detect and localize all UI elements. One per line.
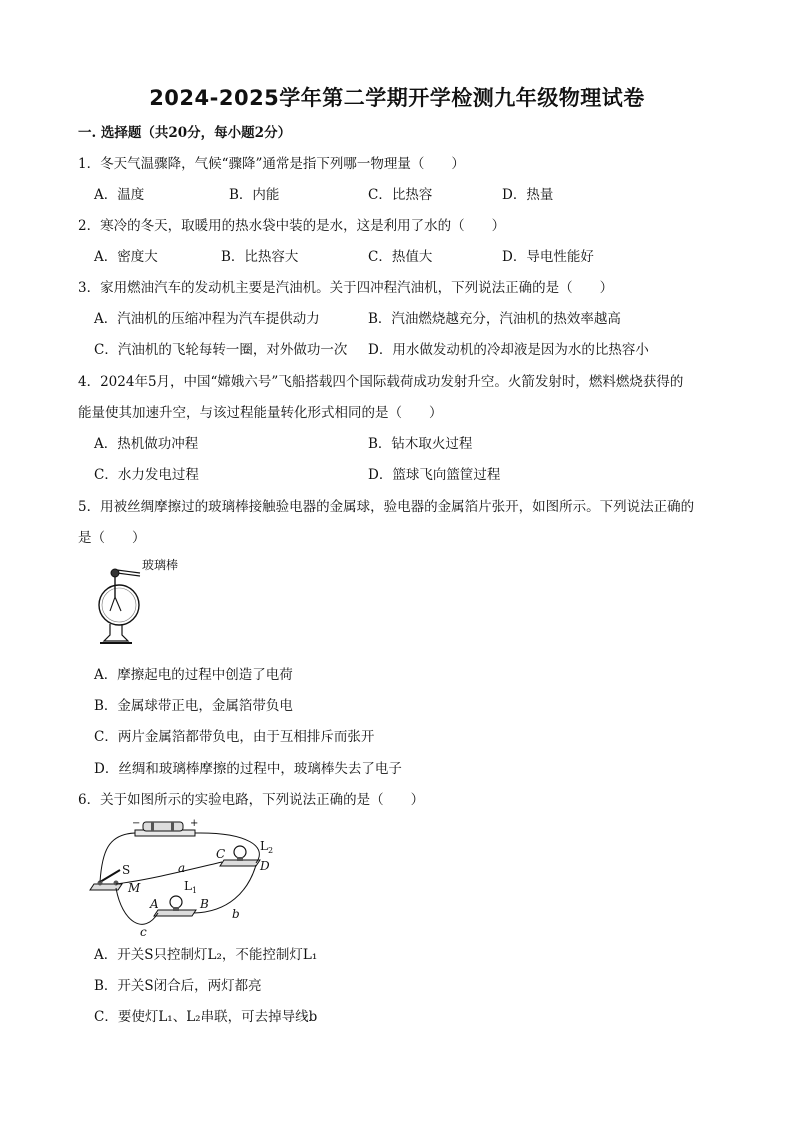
question-1-stem: 1．冬天气温骤降，气候“骤降”通常是指下列哪一物理量（ ）: [78, 156, 465, 172]
q4-option-a: A．热机做功冲程: [94, 436, 199, 452]
wire-label-a: a: [178, 861, 186, 875]
q5-option-d: D．丝绸和玻璃棒摩擦的过程中，玻璃棒失去了电子: [94, 761, 402, 777]
wire-battery-d: [195, 833, 259, 863]
lamp-l2-label: L: [260, 839, 268, 853]
question-2-stem: 2．寒冷的冬天，取暖用的热水袋中装的是水，这是利用了水的（ ）: [78, 218, 506, 234]
q4-option-c: C．水力发电过程: [94, 467, 199, 483]
terminal-label-d: D: [260, 859, 270, 873]
terminal-label-m: M: [128, 881, 141, 895]
q1-option-b: B．内能: [229, 187, 280, 203]
switch-label-s: S: [122, 863, 131, 877]
lamp-l1-sub: 1: [192, 886, 198, 895]
q1-option-a: A．温度: [94, 187, 145, 203]
wire-label-c: c: [140, 925, 147, 939]
q3-option-b: B．汽油燃烧越充分，汽油机的热效率越高: [368, 311, 621, 327]
question-6-stem: 6．关于如图所示的实验电路，下列说法正确的是（ ）: [78, 792, 425, 808]
battery-icon: [143, 822, 183, 831]
q5-option-b: B．金属球带正电，金属箔带负电: [94, 698, 293, 714]
q4-option-b: B．钻木取火过程: [368, 436, 473, 452]
q3-option-c: C．汽油机的飞轮每转一圈，对外做功一次: [94, 342, 348, 358]
metal-ball: [111, 569, 119, 577]
exam-title: 2024-2025学年第二学期开学检测九年级物理试卷: [149, 86, 645, 110]
section-heading: 一. 选择题（共20分，每小题2分）: [78, 125, 292, 141]
lamp-l1-icon: [170, 896, 182, 908]
circuit-figure: [88, 812, 298, 940]
terminal-label-b: B: [200, 897, 209, 911]
q5-option-a: A．摩擦起电的过程中创造了电荷: [94, 667, 293, 683]
q6-option-c: C．要使灯L₁、L₂串联，可去掉导线b: [94, 1009, 318, 1025]
q6-option-a: A．开关S只控制灯L₂，不能控制灯L₁: [94, 947, 318, 963]
lamp-l2-sub: 2: [268, 846, 274, 855]
terminal-label-c: C: [216, 847, 226, 861]
q1-option-c: C．比热容: [368, 187, 433, 203]
q2-option-a: A．密度大: [94, 249, 158, 265]
question-4-stem: 4．2024年5月，中国“嫦娥六号”飞船搭载四个国际载荷成功发射升空。火箭发射时，燃料燃烧获得的: [78, 374, 684, 390]
question-3-stem: 3．家用燃油汽车的发动机主要是汽油机。关于四冲程汽油机，下列说法正确的是（ ）: [78, 280, 614, 296]
electroscope-figure: [88, 555, 198, 660]
metal-leaf-right: [115, 597, 121, 611]
lamp-l1-label: L: [184, 879, 192, 893]
question-5-stem-cont: 是（ ）: [78, 530, 146, 546]
battery-minus-label: −: [132, 818, 141, 829]
q3-option-a: A．汽油机的压缩冲程为汽车提供动力: [94, 311, 320, 327]
glass-rod-label: 玻璃棒: [142, 558, 179, 572]
question-5-stem: 5．用被丝绸摩擦过的玻璃棒接触验电器的金属球，验电器的金属箔片张开，如图所示。下列说法正确的: [78, 499, 695, 515]
q2-option-b: B．比热容大: [221, 249, 299, 265]
terminal-label-a: A: [150, 897, 159, 911]
metal-leaf-left: [110, 597, 115, 611]
glass-rod: [117, 570, 140, 573]
q1-option-d: D．热量: [502, 187, 554, 203]
q5-option-c: C．两片金属箔都带负电，由于互相排斥而张开: [94, 729, 375, 745]
stand: [104, 624, 128, 641]
wire-label-b: b: [232, 907, 240, 921]
q2-option-c: C．热值大: [368, 249, 433, 265]
q4-option-d: D．篮球飞向篮筐过程: [368, 467, 501, 483]
battery-plus-label: +: [190, 818, 199, 829]
q3-option-d: D．用水做发动机的冷却液是因为水的比热容小: [368, 342, 649, 358]
q2-option-d: D．导电性能好: [502, 249, 594, 265]
switch-icon: [100, 870, 120, 882]
question-4-stem-cont: 能量使其加速升空，与该过程能量转化形式相同的是（ ）: [78, 405, 443, 421]
lamp-l2-icon: [234, 846, 246, 858]
q6-option-b: B．开关S闭合后，两灯都亮: [94, 978, 262, 994]
